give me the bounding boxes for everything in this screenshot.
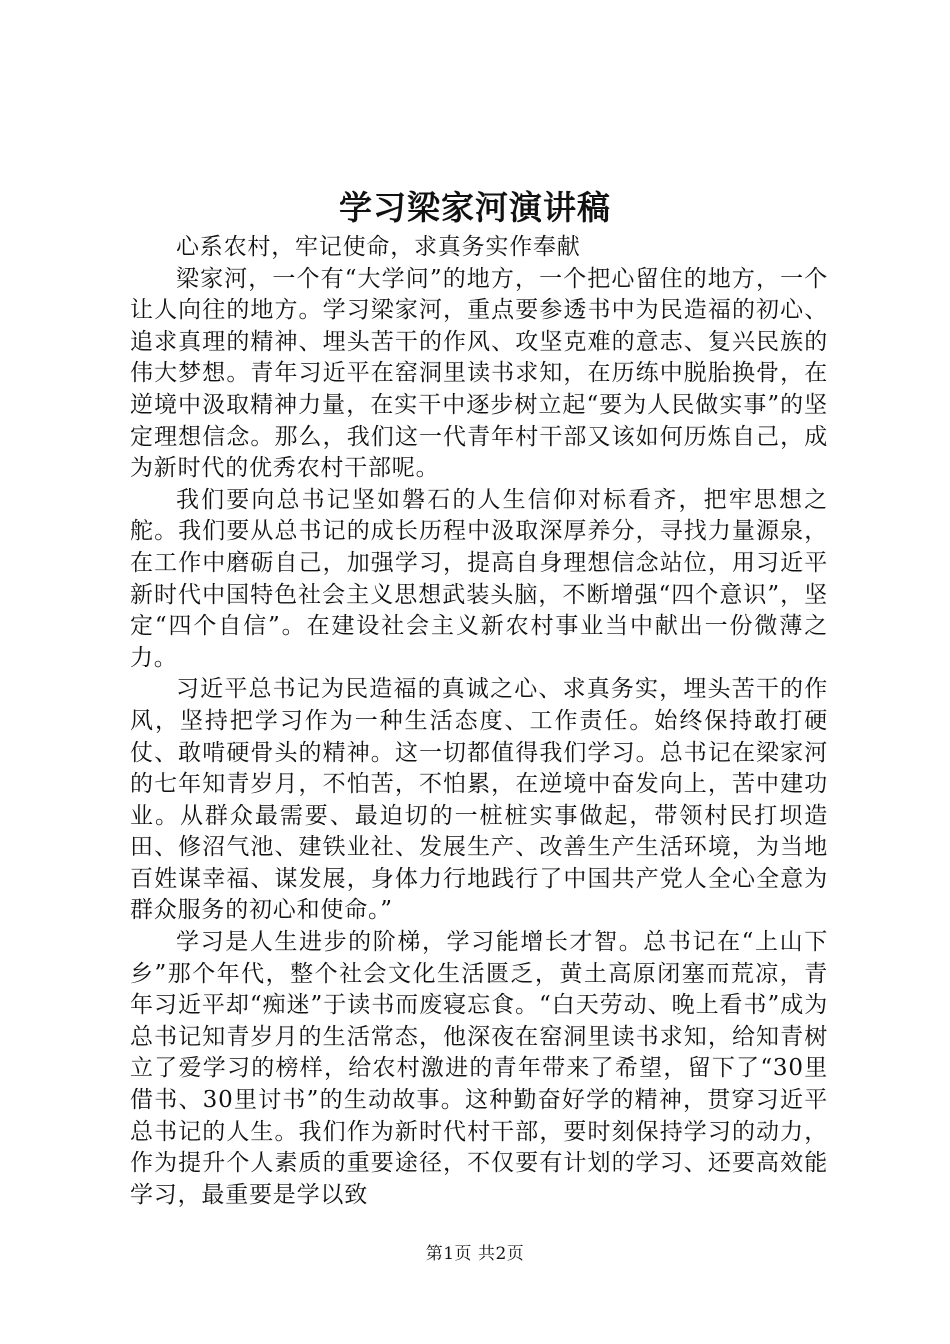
paragraph-2: 我们要向总书记坚如磐石的人生信仰对标看齐，把牢思想之舵。我们要从总书记的成长历程中汲取深厚养分，寻找力量源泉，在工作中磨砺自己，加强学习，提高自身理想信念站位，用习近平新时代中国特色社会主义思想武装头脑，不断增强“四个意识”，坚定“四个自信”。在建设社会主义新农村事业当中献出一份微薄之力。 [130, 486, 828, 671]
paragraph-4: 学习是人生进步的阶梯，学习能增长才智。总书记在“上山下乡”那个年代，整个社会文化生活匮乏，黄土高原闭塞而荒凉，青年习近平却“痴迷”于读书而废寝忘食。“白天劳动、晚上看书”成为总书记知青岁月的生活常态，他深夜在窑洞里读书求知，给知青树立了爱学习的榜样，给农村激进的青年带来了希望，留下了“30里借书、30里讨书”的生动故事。这种勤奋好学的精神，贯穿习近平总书记的人生。我们作为新时代村干部，要时刻保持学习的动力，作为提升个人素质的重要途径，不仅要有计划的学习、还要高效能学习，最重要是学以致 [130, 929, 828, 1208]
document-body [130, 232, 828, 1211]
document-title: 学习梁家河演讲稿 [339, 188, 611, 227]
paragraph-1: 梁家河，一个有“大学问”的地方，一个把心留住的地方，一个让人向往的地方。学习梁家河，重点要参透书中为民造福的初心、追求真理的精神、埋头苦干的作风、攻坚克难的意志、复兴民族的伟大梦想。青年习近平在窑洞里读书求知，在历练中脱胎换骨，在逆境中汲取精神力量，在实干中逐步树立起“要为人民做实事”的坚定理想信念。那么，我们这一代青年村干部又该如何历炼自己，成为新时代的优秀农村干部呢。 [130, 265, 828, 482]
subtitle-line: 心系农村，牢记使命，求真务实作奉献 [176, 234, 581, 260]
paragraph-3: 习近平总书记为民造福的真诚之心、求真务实，埋头苦干的作风，坚持把学习作为一种生活态度、工作责任。始终保持敢打硬仗、敢啃硬骨头的精神。这一切都值得我们学习。总书记在梁家河的七年知青岁月，不怕苦，不怕累，在逆境中奋发向上，苦中建功业。从群众最需要、最迫切的一桩桩实事做起，带领村民打坝造田、修沼气池、建铁业社、发展生产、改善生产生活环境，为当地百姓谋幸福、谋发展，身体力行地践行了中国共产党人全心全意为群众服务的初心和使命。” [130, 676, 828, 924]
page-number-footer: 第1页 共2页 [425, 1244, 525, 1264]
